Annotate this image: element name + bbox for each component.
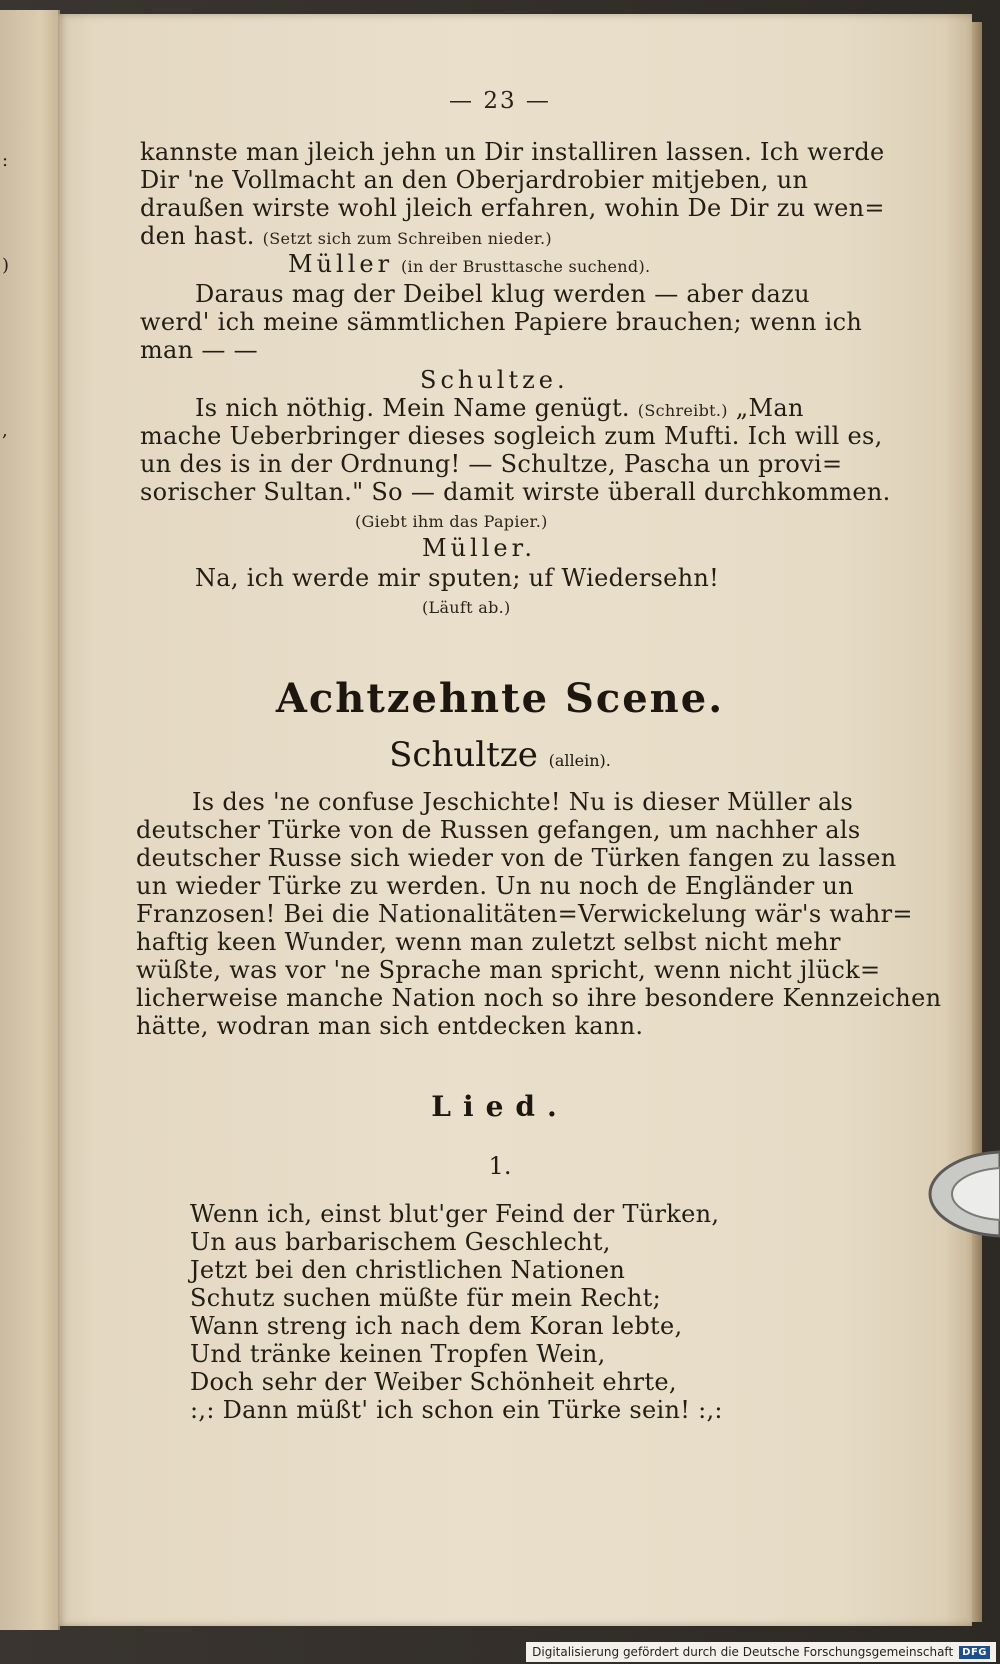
stage-direction: (in der Brusttasche suchend). [401, 257, 651, 276]
text-line: deutscher Russe sich wieder von de Türken fangen zu lassen [136, 844, 897, 872]
text-line: licherweise manche Nation noch so ihre besondere Kennzeichen [136, 984, 942, 1012]
stage-direction: (Setzt sich zum Schreiben nieder.) [262, 229, 552, 248]
speaker-line [288, 250, 650, 278]
text-fragment: „Man [735, 394, 804, 422]
text-line: kannste man jleich jehn un Dir installiren lassen. Ich werde [140, 138, 885, 166]
text-line: draußen wirste wohl jleich erfahren, wohin De Dir zu wen= [140, 194, 885, 222]
text-line: un des is in der Ordnung! — Schultze, Pascha un provi= [140, 450, 843, 478]
footer-text: Digitalisierung gefördert durch die Deutsche Forschungsgemeinschaft [532, 1645, 954, 1659]
text-line: hätte, wodran man sich entdecken kann. [136, 1012, 644, 1040]
left-page-fragment: , [2, 420, 8, 441]
verse-line: Jetzt bei den christlichen Nationen [190, 1256, 626, 1284]
speaker-name: Schultze [389, 735, 538, 775]
verse-line: Wenn ich, einst blut'ger Feind der Türken, [190, 1200, 720, 1228]
text-line: haftig keen Wunder, wenn man zuletzt selbst nicht mehr [136, 928, 841, 956]
text-fragment: Is nich nöthig. Mein Name genügt. [195, 394, 630, 422]
stage-direction: (Giebt ihm das Papier.) [355, 512, 548, 531]
verse-line: Wann streng ich nach dem Koran lebte, [190, 1312, 683, 1340]
song-heading: Lied. [431, 1090, 569, 1123]
left-page-fragment: : [2, 150, 9, 171]
verse-line: Schutz suchen müßte für mein Recht; [190, 1284, 661, 1312]
left-page-edge [0, 10, 60, 1630]
speaker-name: Müller. [422, 534, 537, 562]
page-clip [918, 1146, 1000, 1242]
speaker-name: Müller [288, 250, 394, 278]
verse-number: 1. [488, 1152, 512, 1180]
left-page-fragment: ) [2, 255, 10, 276]
dfg-logo: DFG [959, 1646, 990, 1659]
digitization-footer [526, 1642, 996, 1662]
text-line: man — — [140, 336, 258, 364]
speaker-name: Schultze. [420, 366, 569, 394]
stage-direction: (allein). [548, 751, 611, 770]
text-fragment: den hast. [140, 222, 255, 250]
text-line: werd' ich meine sämmtlichen Papiere brauchen; wenn ich [140, 308, 863, 336]
text-line: Na, ich werde mir sputen; uf Wiedersehn! [195, 564, 720, 592]
scene-heading: Achtzehnte Scene. [275, 675, 725, 722]
text-line: Franzosen! Bei die Nationalitäten=Verwickelung wär's wahr= [136, 900, 913, 928]
verse-line: Doch sehr der Weiber Schönheit ehrte, [190, 1368, 677, 1396]
stage-direction: (Schreibt.) [637, 401, 728, 420]
text-line [140, 222, 552, 250]
text-line: wüßte, was vor 'ne Sprache man spricht, wenn nicht jlück= [136, 956, 881, 984]
page-number: — 23 — [449, 88, 551, 114]
text-line: un wieder Türke zu werden. Un nu noch de Engländer un [136, 872, 854, 900]
text-line: deutscher Türke von de Russen gefangen, um nachher als [136, 816, 861, 844]
page-stack-edge [972, 22, 982, 1622]
verse-line: Und tränke keinen Tropfen Wein, [190, 1340, 606, 1368]
verse-line: :,: Dann müßt' ich schon ein Türke sein! :,: [190, 1396, 723, 1424]
text-line: Daraus mag der Deibel klug werden — aber dazu [195, 280, 810, 308]
text-line: mache Ueberbringer dieses sogleich zum Mufti. Ich will es, [140, 422, 883, 450]
text-line: Dir 'ne Vollmacht an den Oberjardrobier mitjeben, un [140, 166, 809, 194]
scene-speaker [0, 735, 1000, 775]
text-line: Is des 'ne confuse Jeschichte! Nu is dieser Müller als [192, 788, 854, 816]
text-line: sorischer Sultan." So — damit wirste überall durchkommen. [140, 478, 891, 506]
stage-direction: (Läuft ab.) [422, 598, 511, 617]
text-line [195, 394, 804, 422]
verse-line: Un aus barbarischem Geschlecht, [190, 1228, 611, 1256]
